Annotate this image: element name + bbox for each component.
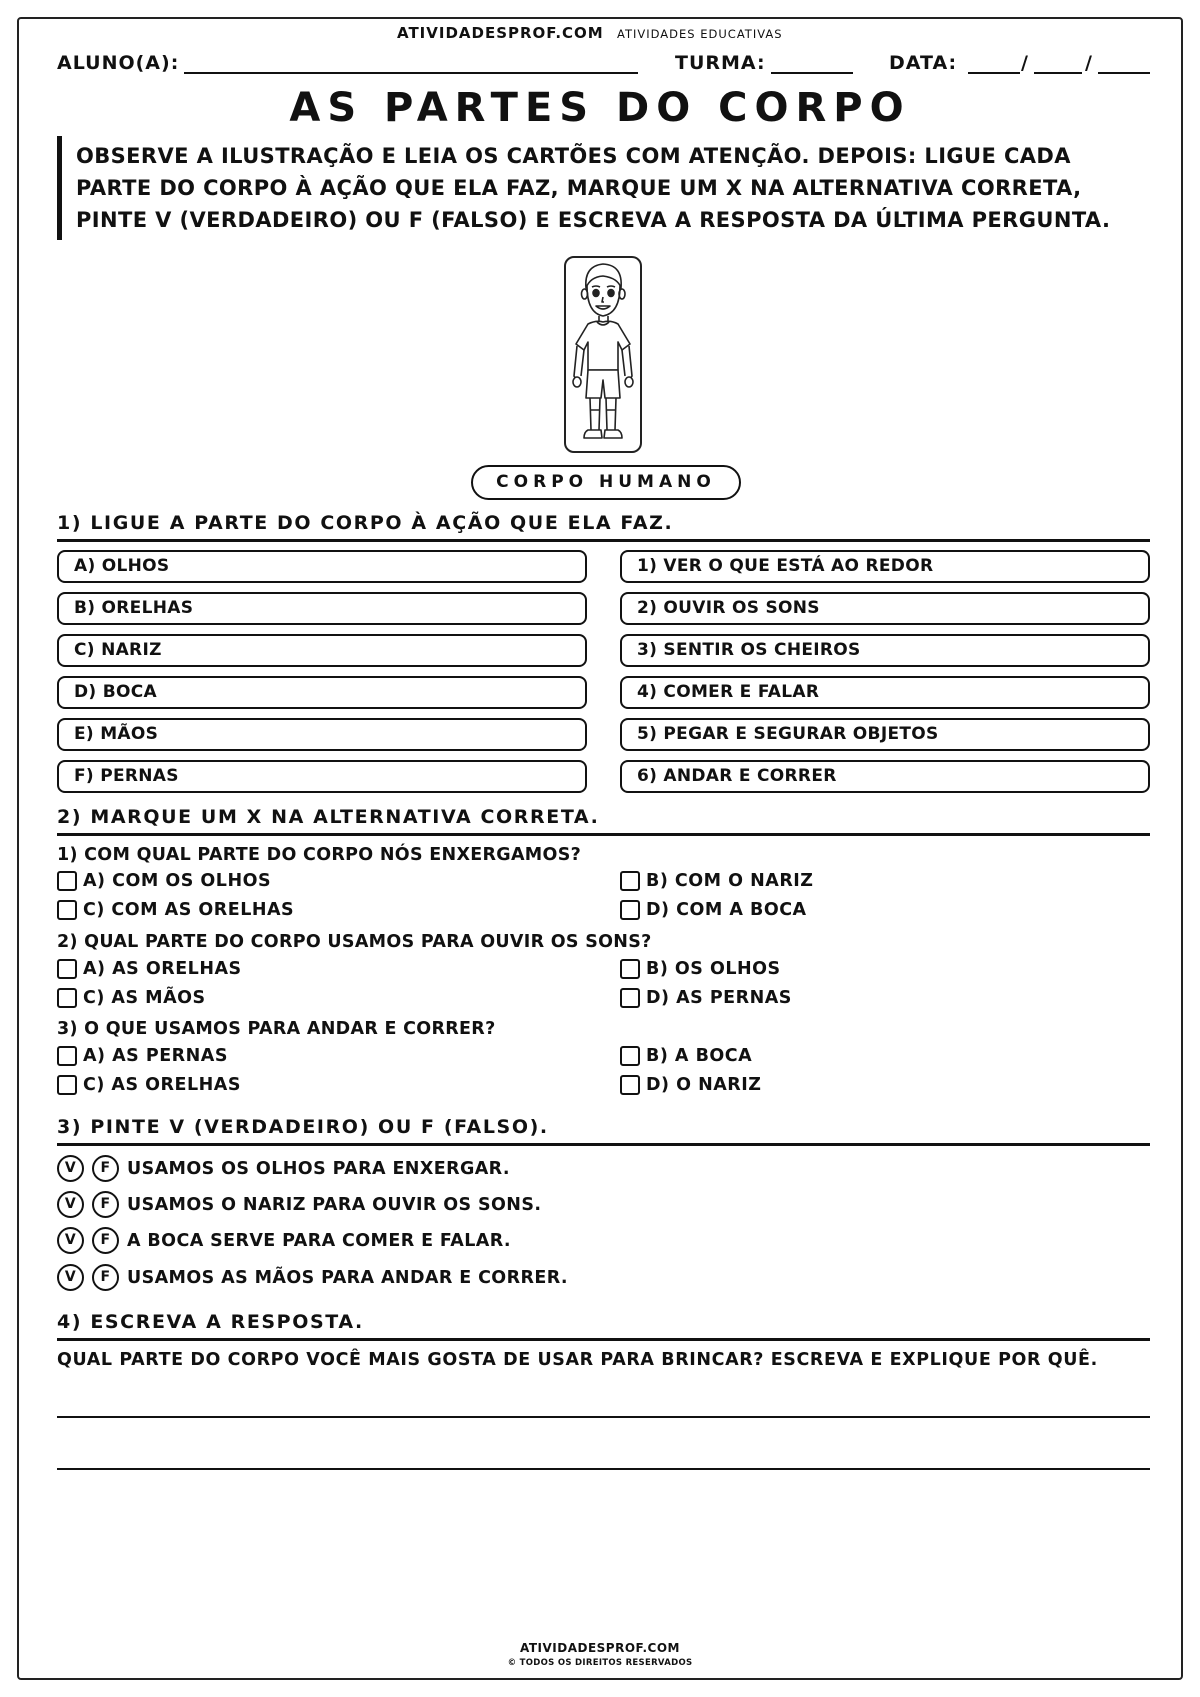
figure-frame bbox=[564, 256, 642, 453]
section-3-title: 3) PINTE V (VERDADEIRO) OU F (FALSO). bbox=[57, 1116, 549, 1138]
header-tagline: ATIVIDADES EDUCATIVAS bbox=[617, 27, 783, 41]
option-d[interactable]: D) COM A BOCA bbox=[620, 900, 807, 920]
body-part-card[interactable]: E) MÃOS bbox=[57, 718, 587, 751]
checkbox[interactable] bbox=[57, 871, 77, 891]
checkbox[interactable] bbox=[620, 959, 640, 979]
option-a[interactable]: A) COM OS OLHOS bbox=[57, 871, 271, 891]
option-d[interactable]: D) AS PERNAS bbox=[620, 988, 792, 1008]
section-2-title: 2) MARQUE UM X NA ALTERNATIVA CORRETA. bbox=[57, 806, 600, 828]
section-divider bbox=[57, 539, 1150, 542]
class-label: TURMA: bbox=[675, 52, 766, 74]
footer-site: ATIVIDADESPROF.COM bbox=[520, 1641, 680, 1655]
option-d[interactable]: D) O NARIZ bbox=[620, 1075, 761, 1095]
date-year-field[interactable] bbox=[1098, 72, 1150, 74]
body-part-card[interactable]: F) PERNAS bbox=[57, 760, 587, 793]
action-card[interactable]: 5) PEGAR E SEGURAR OBJETOS bbox=[620, 718, 1150, 751]
instruction-line: PARTE DO CORPO À AÇÃO QUE ELA FAZ, MARQUE UM X NA ALTERNATIVA CORRETA, bbox=[76, 176, 1082, 200]
figure-label: CORPO HUMANO bbox=[471, 465, 741, 500]
option-c[interactable]: C) COM AS ORELHAS bbox=[57, 900, 294, 920]
statement-text: USAMOS AS MÃOS PARA ANDAR E CORRER. bbox=[127, 1267, 568, 1288]
true-circle[interactable]: V bbox=[57, 1264, 84, 1291]
student-name-field[interactable] bbox=[184, 72, 638, 74]
checkbox[interactable] bbox=[57, 1075, 77, 1095]
body-part-card[interactable]: A) OLHOS bbox=[57, 550, 587, 583]
option-b[interactable]: B) COM O NARIZ bbox=[620, 871, 814, 891]
checkbox[interactable] bbox=[620, 1075, 640, 1095]
open-question: QUAL PARTE DO CORPO VOCÊ MAIS GOSTA DE USAR PARA BRINCAR? ESCREVA E EXPLIQUE POR QUÊ. bbox=[57, 1350, 1098, 1370]
instruction-bar bbox=[57, 136, 62, 240]
section-divider bbox=[57, 1143, 1150, 1146]
answer-line[interactable] bbox=[57, 1416, 1150, 1418]
question-text: 3) O QUE USAMOS PARA ANDAR E CORRER? bbox=[57, 1019, 496, 1039]
action-card[interactable]: 1) VER O QUE ESTÁ AO REDOR bbox=[620, 550, 1150, 583]
false-circle[interactable]: F bbox=[92, 1191, 119, 1218]
checkbox[interactable] bbox=[620, 988, 640, 1008]
question-text: 2) QUAL PARTE DO CORPO USAMOS PARA OUVIR OS SONS? bbox=[57, 932, 652, 952]
checkbox[interactable] bbox=[620, 1046, 640, 1066]
body-part-card[interactable]: C) NARIZ bbox=[57, 634, 587, 667]
option-a[interactable]: A) AS ORELHAS bbox=[57, 959, 242, 979]
action-card[interactable]: 2) OUVIR OS SONS bbox=[620, 592, 1150, 625]
option-a[interactable]: A) AS PERNAS bbox=[57, 1046, 228, 1066]
option-c[interactable]: C) AS MÃOS bbox=[57, 988, 206, 1008]
true-circle[interactable]: V bbox=[57, 1227, 84, 1254]
child-illustration bbox=[566, 258, 640, 451]
action-card[interactable]: 4) COMER E FALAR bbox=[620, 676, 1150, 709]
instruction-line: PINTE V (VERDADEIRO) OU F (FALSO) E ESCREVA A RESPOSTA DA ÚLTIMA PERGUNTA. bbox=[76, 208, 1111, 232]
checkbox[interactable] bbox=[620, 871, 640, 891]
statement-text: USAMOS OS OLHOS PARA ENXERGAR. bbox=[127, 1158, 510, 1179]
false-circle[interactable]: F bbox=[92, 1155, 119, 1182]
checkbox[interactable] bbox=[57, 1046, 77, 1066]
false-circle[interactable]: F bbox=[92, 1227, 119, 1254]
student-label: ALUNO(A): bbox=[57, 52, 180, 74]
option-b[interactable]: B) OS OLHOS bbox=[620, 959, 781, 979]
footer-copyright: © TODOS OS DIREITOS RESERVADOS bbox=[507, 1658, 693, 1668]
page-title: AS PARTES DO CORPO bbox=[289, 85, 911, 131]
section-divider bbox=[57, 833, 1150, 836]
option-b[interactable]: B) A BOCA bbox=[620, 1046, 752, 1066]
section-1-title: 1) LIGUE A PARTE DO CORPO À AÇÃO QUE ELA FAZ. bbox=[57, 512, 674, 534]
section-4-title: 4) ESCREVA A RESPOSTA. bbox=[57, 1311, 364, 1333]
section-divider bbox=[57, 1338, 1150, 1341]
question-text: 1) COM QUAL PARTE DO CORPO NÓS ENXERGAMOS? bbox=[57, 845, 582, 865]
true-false-row bbox=[57, 1155, 510, 1182]
true-false-row bbox=[57, 1227, 511, 1254]
answer-line[interactable] bbox=[57, 1468, 1150, 1470]
action-card[interactable]: 6) ANDAR E CORRER bbox=[620, 760, 1150, 793]
checkbox[interactable] bbox=[57, 900, 77, 920]
date-month-field[interactable] bbox=[1034, 72, 1082, 74]
class-field[interactable] bbox=[771, 72, 853, 74]
true-false-row bbox=[57, 1191, 541, 1218]
date-label: DATA: bbox=[889, 52, 958, 74]
true-circle[interactable]: V bbox=[57, 1191, 84, 1218]
body-part-card[interactable]: B) ORELHAS bbox=[57, 592, 587, 625]
action-card[interactable]: 3) SENTIR OS CHEIROS bbox=[620, 634, 1150, 667]
statement-text: USAMOS O NARIZ PARA OUVIR OS SONS. bbox=[127, 1194, 542, 1215]
header-site: ATIVIDADESPROF.COM bbox=[397, 24, 604, 42]
true-circle[interactable]: V bbox=[57, 1155, 84, 1182]
checkbox[interactable] bbox=[57, 959, 77, 979]
false-circle[interactable]: F bbox=[92, 1264, 119, 1291]
instructions bbox=[76, 140, 1176, 236]
checkbox[interactable] bbox=[57, 988, 77, 1008]
date-separator: / bbox=[1085, 52, 1092, 74]
instruction-line: OBSERVE A ILUSTRAÇÃO E LEIA OS CARTÕES COM ATENÇÃO. DEPOIS: LIGUE CADA bbox=[76, 144, 1071, 168]
date-day-field[interactable] bbox=[968, 72, 1020, 74]
date-separator: / bbox=[1021, 52, 1028, 74]
body-part-card[interactable]: D) BOCA bbox=[57, 676, 587, 709]
statement-text: A BOCA SERVE PARA COMER E FALAR. bbox=[127, 1230, 511, 1251]
option-c[interactable]: C) AS ORELHAS bbox=[57, 1075, 241, 1095]
true-false-row bbox=[57, 1264, 568, 1291]
checkbox[interactable] bbox=[620, 900, 640, 920]
